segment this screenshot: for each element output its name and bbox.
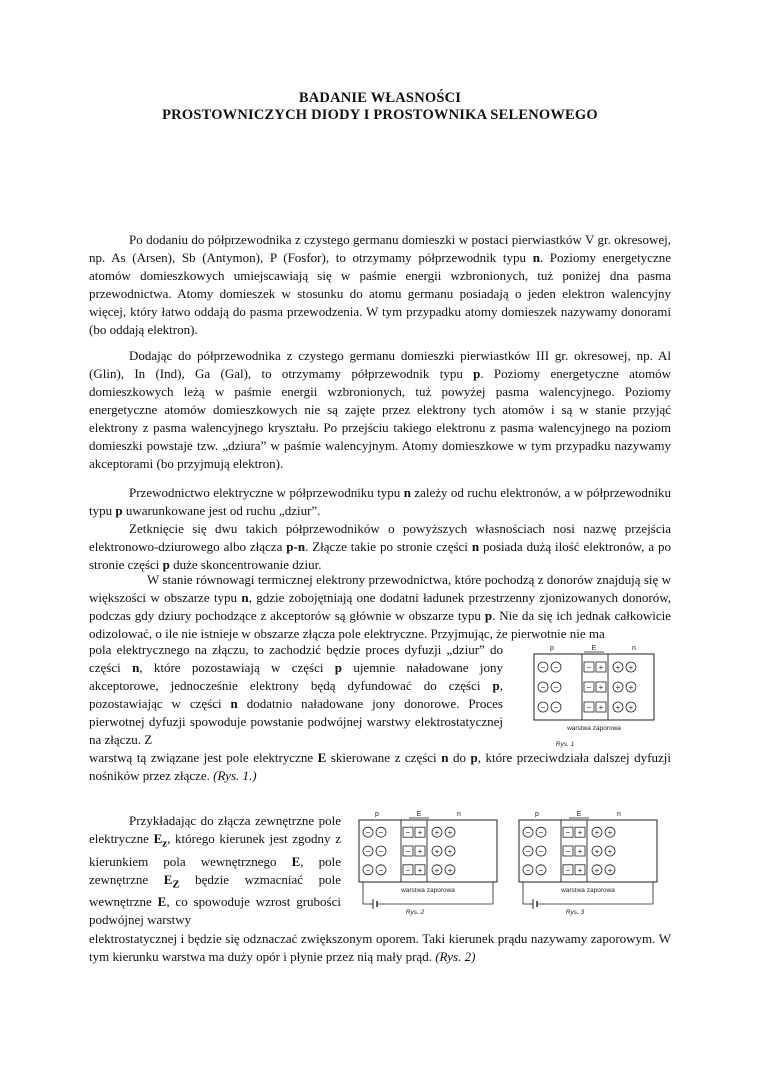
label-e: E <box>576 811 582 818</box>
carrier-sign: − <box>525 828 531 838</box>
carrier-sign: − <box>378 865 384 875</box>
carrier-sign: − <box>540 703 546 712</box>
paragraph-conductivity: Przewodnictwo elektryczne w półprzewodniku typu n zależy od ruchu elektronów, a w półprzewodniku typu p uwarunkowane jest od ruchu „dziur”. <box>89 485 671 518</box>
page-title-line-1: BADANIE WŁASNOŚCI <box>298 90 462 106</box>
carrier-sign: + <box>615 703 621 712</box>
label-e: E <box>591 645 597 652</box>
label-e: E <box>416 811 422 818</box>
carrier-sign: − <box>538 847 544 856</box>
carrier-sign: − <box>378 828 384 838</box>
paragraph-pn-junction: Zetknięcie się dwu takich półprzewodników o powyższych własnościach nosi nazwę przejścia elektronowo-dziurowego albo złącza p-n. Złącze takie po stronie części n posiada dużą ilość elektronów, a po stronie części p duże skoncentrowanie dziur. <box>89 521 671 572</box>
junction-diagram <box>515 808 665 920</box>
label-p: p <box>550 645 554 652</box>
paragraph-diffusion: pola elektrycznego na złączu, to zachodzić będzie proces dyfuzji „dziur” do części n, które pozostawiają w części p ujemnie naładowane jony akceptorowe, jednocześnie elektrony będą dyfundować do części p, pozostawiając w części n dodatnio naładowane jony donorowe. Proces pierwotnej dyfuzji spowoduje powstanie podwójnej warstwy elektrostatycznej na złączu. Z <box>89 642 503 747</box>
carrier-sign: − <box>538 828 544 838</box>
carrier-sign: + <box>615 663 621 672</box>
ion-sign: − <box>565 865 571 875</box>
carrier-sign: + <box>628 663 634 672</box>
carrier-sign: + <box>434 865 440 875</box>
ion-sign: − <box>565 847 571 856</box>
carrier-sign: − <box>538 865 544 875</box>
carrier-sign: + <box>628 683 634 692</box>
label-n: n <box>617 811 621 818</box>
figure-number: Rys. 2 <box>405 909 425 916</box>
carrier-sign: + <box>594 865 600 875</box>
carrier-sign: − <box>365 847 371 856</box>
label-n: n <box>632 645 636 652</box>
carrier-sign: + <box>447 828 453 838</box>
figure-pn-junction-equilibrium <box>520 640 670 755</box>
ion-sign: + <box>417 828 423 838</box>
diagram-caption: warstwa zaporowa <box>401 887 455 894</box>
ion-sign: + <box>417 865 423 875</box>
ion-sign: + <box>598 703 604 712</box>
carrier-sign: + <box>434 847 440 856</box>
carrier-sign: + <box>447 847 453 856</box>
ion-sign: − <box>565 828 571 838</box>
junction-diagram <box>355 808 505 920</box>
diagram-caption: warstwa zaporowa <box>561 887 615 894</box>
figure-pn-junction-forward-bias <box>515 808 665 920</box>
ion-sign: − <box>586 703 592 712</box>
paragraph-external-field: Przykładając do złącza zewnętrzne pole elektryczne $E_z$, którego kierunek jest zgodny z kierunkiem pola wewnętrznego E, pole zewnętrzne $E_Z$ będzie wzmacniać pole wewnętrzne E, co spowoduje wzrost grubości podwójnej warstwy <box>89 813 341 928</box>
paragraph-equilibrium: W stanie równowagi termicznej elektrony przewodnictwa, które pochodzą z donorów znajdują się w większości w obszarze typu n, gdzie zobojętniają one dodatni ładunek przestrzenny zjonizowanych donorów, podczas gdy dziury pochodzące z akceptorów są głównie w obszarze typu p. Nie da się ich jednak całkowicie odizolować, o ile nie istnieje w obszarze złącza pole elektryczne. Przyjmując, że pierwotnie nie ma <box>89 572 671 641</box>
ion-sign: + <box>577 828 583 838</box>
carrier-sign: + <box>447 865 453 875</box>
ion-sign: − <box>405 828 411 838</box>
carrier-sign: − <box>378 847 384 856</box>
carrier-sign: + <box>607 865 613 875</box>
carrier-sign: − <box>525 847 531 856</box>
carrier-sign: − <box>553 683 559 692</box>
carrier-sign: + <box>615 683 621 692</box>
carrier-sign: + <box>594 847 600 856</box>
figure-pn-junction-reverse-bias <box>355 808 505 920</box>
ion-sign: + <box>598 683 604 692</box>
label-p: p <box>535 811 539 818</box>
carrier-sign: − <box>365 828 371 838</box>
carrier-sign: + <box>607 847 613 856</box>
carrier-sign: − <box>540 683 546 692</box>
paragraph-reverse-bias: elektrostatycznej i będzie się odznaczać zwiększonym oporem. Taki kierunek prądu nazywamy zaporowym. W tym kierunku warstwa ma duży opór i płynie przez nią mały prąd. (Rys. 2) <box>89 931 671 964</box>
ion-sign: + <box>417 847 423 856</box>
ion-sign: − <box>405 865 411 875</box>
diagram-caption: warstwa zaporowa <box>567 725 621 732</box>
carrier-sign: + <box>607 828 613 838</box>
paragraph-acceptors: Dodając do półprzewodnika z czystego germanu domieszki pierwiastków III gr. okresowej, np. Al (Glin), In (Ind), Ga (Gal), to otrzymamy półprzewodnik typu p. Poziomy energetyczne atomów domieszkowych leżą w paśmie energii wzbronionych, tuż powyżej pasma walencyjnego. Poziomy energetyczne atomów domieszkowych nie są zajęte przez elektrony tych atomów i są w stanie przyjąć elektrony z pasma walencyjnego kryształu. Po przejściu takiego elektronu z pasma walencyjnego na poziom domieszki powstaje tzw. „dziura” w paśmie walencyjnym. Atomy domieszkowe w tym przypadku nazywamy akceptorami (bo przyjmują elektron). <box>89 348 671 471</box>
ion-sign: + <box>577 865 583 875</box>
carrier-sign: + <box>594 828 600 838</box>
junction-diagram <box>520 640 670 755</box>
ion-sign: − <box>586 683 592 692</box>
carrier-sign: − <box>540 663 546 672</box>
label-n: n <box>457 811 461 818</box>
carrier-sign: − <box>553 703 559 712</box>
carrier-sign: − <box>553 663 559 672</box>
carrier-sign: + <box>434 828 440 838</box>
label-p: p <box>375 811 379 818</box>
carrier-sign: − <box>365 865 371 875</box>
figure-number: Rys. 3 <box>565 909 585 916</box>
carrier-sign: + <box>628 703 634 712</box>
ion-sign: − <box>586 663 592 672</box>
figure-number: Rys. 1 <box>555 741 575 748</box>
paragraph-donors: Po dodaniu do półprzewodnika z czystego germanu domieszki w postaci pierwiastków V gr. okresowej, np. As (Arsen), Sb (Antymon), P (Fosfor), to otrzymamy półprzewodnik typu n. Poziomy energetyczne atomów domieszkowych umiejscawiają się w paśmie energii wzbronionych, tuż poniżej dna pasma przewodnictwa. Atomy domieszek w stosunku do atomu germanu posiadają o jeden elektron walencyjny więcej, który łatwo oddają do pasma przewodzenia. W tym przypadku atomy domieszek nazywamy donorami (bo oddają elektron). <box>89 232 671 337</box>
ion-sign: − <box>405 847 411 856</box>
paragraph-internal-field: warstwą tą związane jest pole elektryczne E skierowane z części n do p, które przeciwdziała dalszej dyfuzji nośników przez złącze. (Rys. 1.) <box>89 750 671 783</box>
ion-sign: + <box>598 663 604 672</box>
page-title-line-2: PROSTOWNICZYCH DIODY I PROSTOWNIKA SELENOWEGO <box>162 107 598 123</box>
carrier-sign: − <box>525 865 531 875</box>
ion-sign: + <box>577 847 583 856</box>
